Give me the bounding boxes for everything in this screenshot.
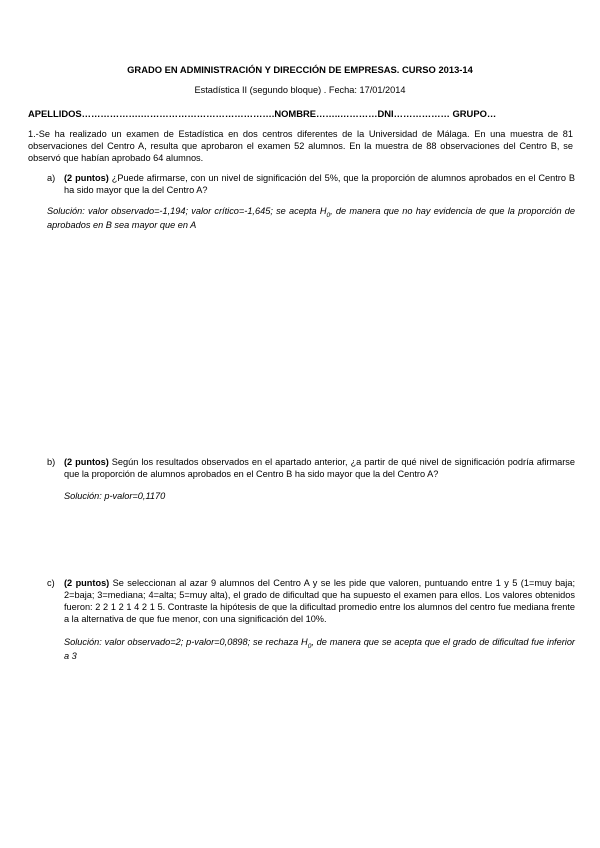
- question-text: ¿Puede afirmarse, con un nivel de significación del 5%, que la proporción de alumnos aprobados en el Centro B ha sido mayor que la del Centro A?: [64, 173, 575, 195]
- question-points: (2 puntos): [64, 457, 109, 467]
- question-letter: a): [47, 173, 56, 183]
- solution-text-end: , de manera que se acepta que el grado de dificultad fue inferior a 3: [64, 637, 575, 662]
- question-letter: c): [47, 578, 55, 588]
- question-body: [64, 173, 575, 197]
- solution-text-end: , de manera que no hay evidencia de que la proporción de aprobados en B sea mayor que en A: [47, 206, 575, 231]
- student-fields-line: APELLIDOS……………….…………………………………….NOMBRE……..…………DNI……………… GRUPO…: [28, 108, 497, 119]
- question-text: Se seleccionan al azar 9 alumnos del Centro A y se les pide que valoren, puntuando entre 1 y 5 (1=muy baja; 2=baja; 3=mediana; 4=alta; 5=muy alta), el grado de dificultad que ha supuesto el examen para ellos. Los valores obtenidos fueron: 2 2 1 2 1 4 2 1 5. Contraste la hipótesis de que la dificultad promedio entre los alumnos del centro fue mediana frente a la alternativa de que fue menor, con una significación del 10%.: [64, 578, 575, 624]
- question-points: (2 puntos): [64, 578, 110, 588]
- solution-text: Solución: valor observado=2; p-valor=0,0898; se rechaza H: [64, 637, 308, 647]
- solution-subscript: 0: [326, 211, 331, 219]
- question-letter: b): [47, 457, 56, 467]
- question-text: Según los resultados observados en el apartado anterior, ¿a partir de qué nivel de significación podría afirmarse que la proporción de alumnos aprobados en el Centro B ha sido mayor que la del Centro A?: [64, 457, 575, 479]
- question-body: [64, 578, 575, 626]
- question-a: [47, 173, 575, 197]
- solution-a: [47, 206, 575, 232]
- solution-text: Solución: valor observado=-1,194; valor crítico=-1,645; se acepta H: [47, 206, 327, 216]
- question-c: [47, 578, 575, 626]
- problem-intro: 1.-Se ha realizado un examen de Estadística en dos centros diferentes de la Universidad de Málaga. En una muestra de 81 observaciones del Centro A, resulta que aprobaron el examen 52 alumnos. En la muestra de 88 observaciones del Centro B, se observó que habían aprobado 64 alumnos.: [28, 129, 573, 163]
- question-body: [64, 457, 575, 481]
- exam-title: GRADO EN ADMINISTRACIÓN Y DIRECCIÓN DE EMPRESAS. CURSO 2013-14: [127, 64, 473, 75]
- solution-c: [64, 637, 575, 663]
- exam-subtitle: Estadística II (segundo bloque) . Fecha: 17/01/2014: [194, 85, 406, 95]
- solution-subscript: 0: [307, 642, 312, 650]
- solution-b: Solución: p-valor=0,1170: [64, 491, 166, 501]
- question-b: [47, 457, 575, 481]
- question-points: (2 puntos): [64, 173, 109, 183]
